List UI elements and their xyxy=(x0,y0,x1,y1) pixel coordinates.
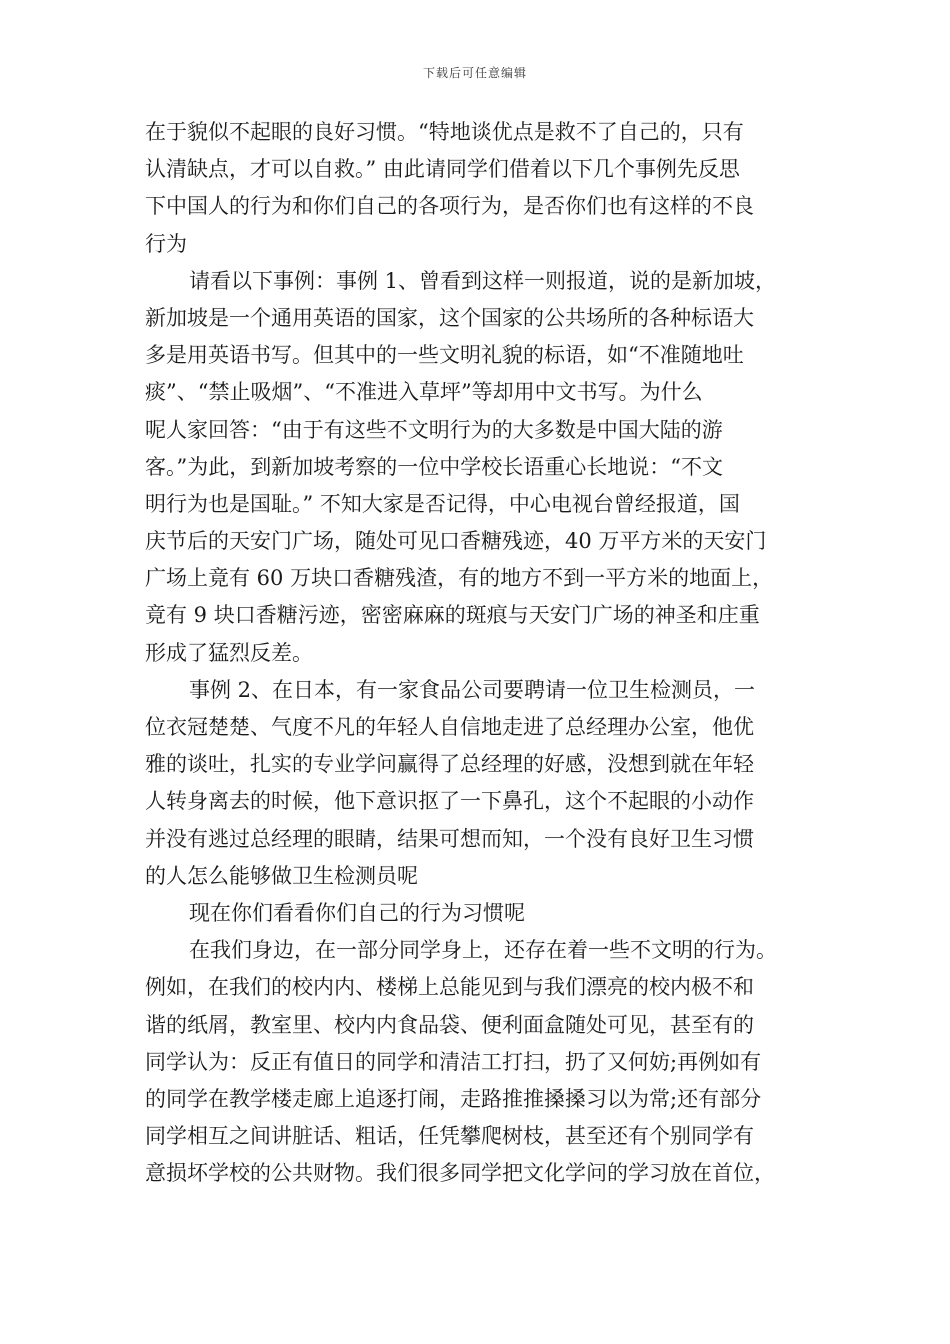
text-line: 事例 2、在日本，有一家食品公司要聘请一位卫生检测员，一 xyxy=(189,677,756,702)
text-line: 例如，在我们的校内内、楼梯上总能见到与我们漂亮的校内极不和 xyxy=(145,975,754,1000)
text-line: 同学相互之间讲脏话、粗话，任凭攀爬树枝，甚至还有个别同学有 xyxy=(145,1124,754,1149)
text-line: 雅的谈吐，扎实的专业学问赢得了总经理的好感，没想到就在年轻 xyxy=(145,752,754,777)
text-line: 并没有逃过总经理的眼睛，结果可想而知，一个没有良好卫生习惯 xyxy=(145,826,754,851)
text-line: 痰”、“禁止吸烟”、“不准进入草坪”等却用中文书写。为什么 xyxy=(145,380,703,405)
text-line: 同学认为：反正有值日的同学和清洁工打扫，扔了又何妨;再例如有 xyxy=(145,1049,762,1074)
text-line: 下中国人的行为和你们自己的各项行为，是否你们也有这样的不良 xyxy=(145,194,754,219)
body-text xyxy=(145,114,825,1192)
text-line: 在我们身边，在一部分同学身上，还存在着一些不文明的行为。 xyxy=(189,938,777,963)
text-line: 人转身离去的时候，他下意识抠了一下鼻孔，这个不起眼的小动作 xyxy=(145,789,754,814)
text-line: 明行为也是国耻。” 不知大家是否记得，中心电视台曾经报道，国 xyxy=(145,491,740,516)
text-line: 呢人家回答：“由于有这些不文明行为的大多数是中国大陆的游 xyxy=(145,417,723,442)
text-line: 谐的纸屑，教室里、校内内食品袋、便利面盒随处可见，甚至有的 xyxy=(145,1012,754,1037)
text-line: 庆节后的天安门广场，随处可见口香糖残迹，40 万平方米的天安门 xyxy=(145,529,767,554)
text-line: 现在你们看看你们自己的行为习惯呢 xyxy=(189,900,525,925)
text-line: 广场上竟有 60 万块口香糖残渣，有的地方不到一平方米的地面上， xyxy=(145,566,774,591)
text-line: 客。”为此，到新加坡考察的一位中学校长语重心长地说：“不文 xyxy=(145,454,723,479)
text-line: 位衣冠楚楚、气度不凡的年轻人自信地走进了总经理办公室，他优 xyxy=(145,715,754,739)
text-line: 认清缺点，才可以自救。” 由此请同学们借着以下几个事例先反思 xyxy=(145,157,740,182)
text-line: 意损坏学校的公共财物。我们很多同学把文化学问的学习放在首位， xyxy=(145,1161,775,1186)
text-line: 竟有 9 块口香糖污迹，密密麻麻的斑痕与天安门广场的神圣和庄重 xyxy=(145,603,760,628)
text-line: 形成了猛烈反差。 xyxy=(145,640,313,665)
text-line: 多是用英语书写。但其中的一些文明礼貌的标语，如“不准随地吐 xyxy=(145,343,744,368)
text-line: 的人怎么能够做卫生检测员呢 xyxy=(145,863,418,888)
text-line: 在于貌似不起眼的良好习惯。“特地谈优点是救不了自己的，只有 xyxy=(145,120,744,144)
text-line: 行为 xyxy=(145,231,187,256)
text-line: 的同学在教学楼走廊上追逐打闹，走路推推搡搡习以为常;还有部分 xyxy=(145,1086,762,1111)
text-line: 新加坡是一个通用英语的国家，这个国家的公共场所的各种标语大 xyxy=(145,305,754,330)
text-line: 请看以下事例：事例 1、曾看到这样一则报道，说的是新加坡， xyxy=(189,268,777,293)
page-header: 下载后可任意编辑 xyxy=(422,66,527,80)
